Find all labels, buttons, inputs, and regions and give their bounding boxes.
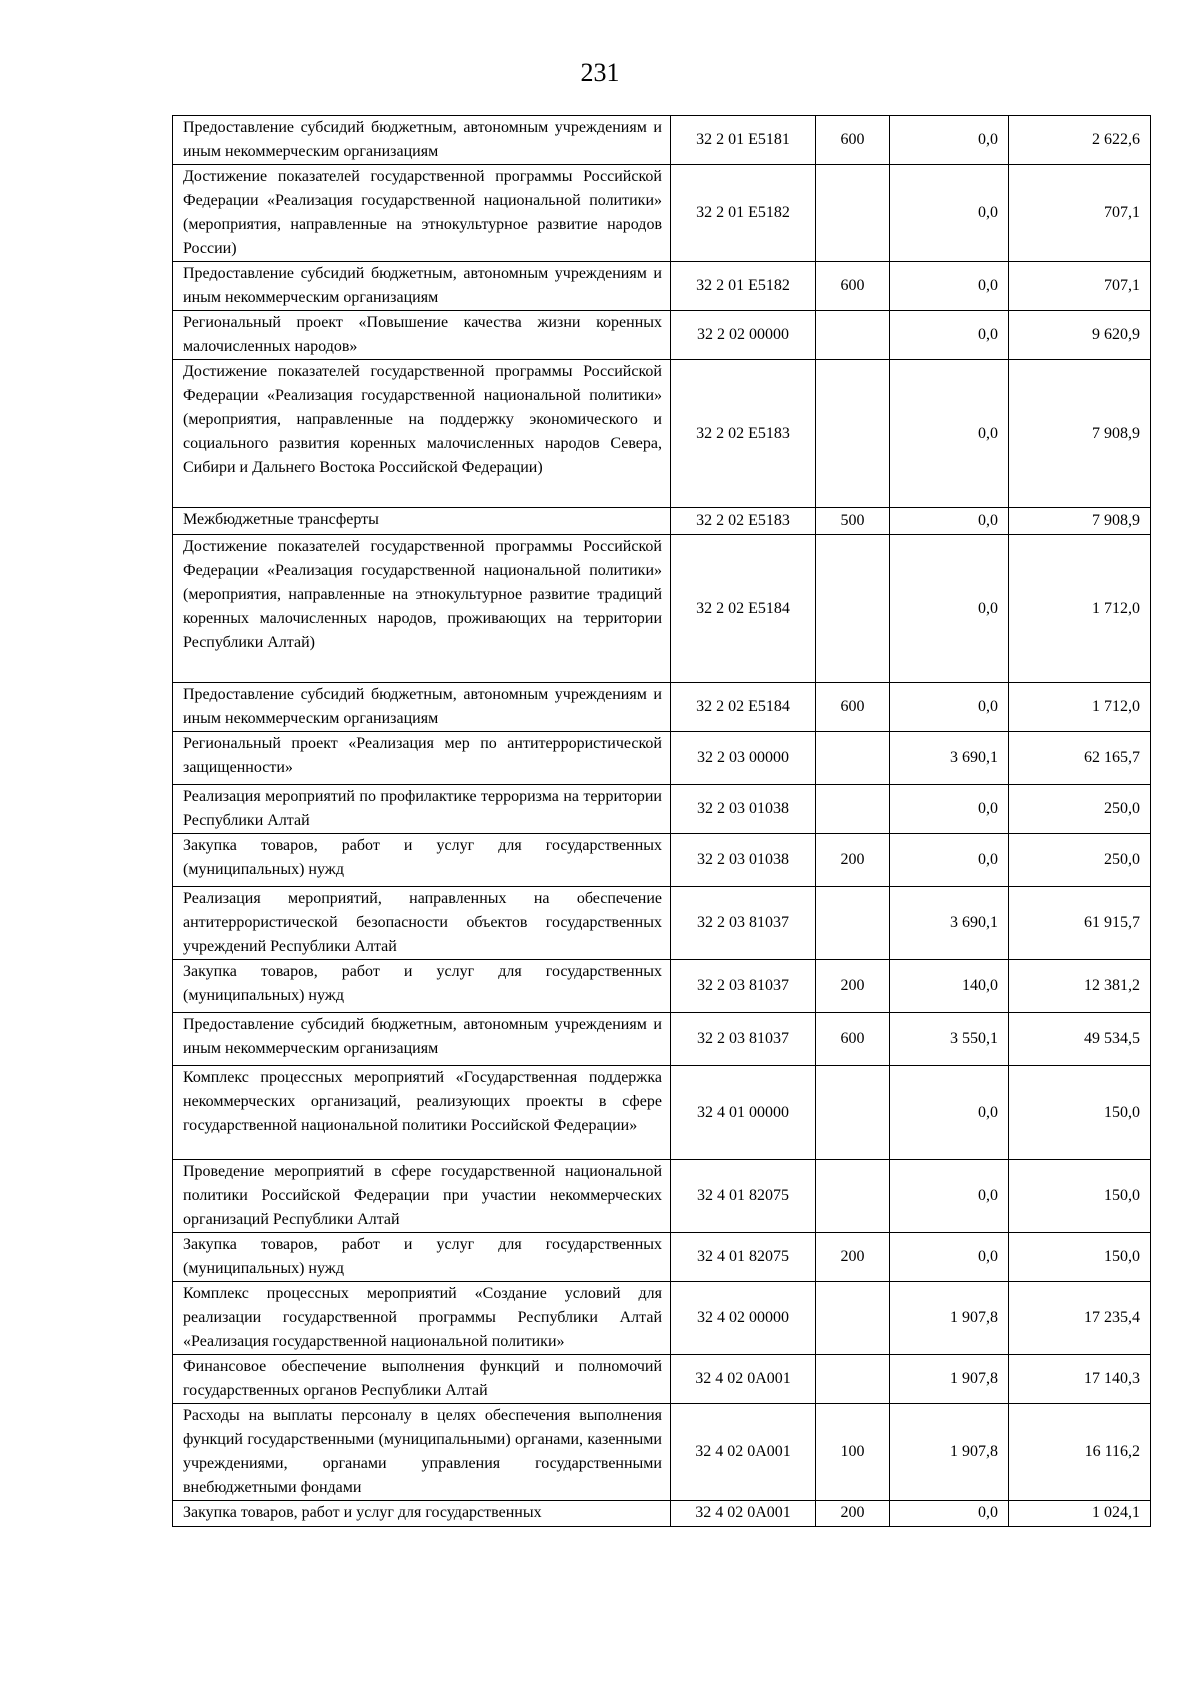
row-description: Расходы на выплаты персоналу в целях обеспечения выполнения функций государственными (муниципальными) органами, казенными учреждениями, органами управления государственными внебюджетными фондами	[173, 1404, 671, 1501]
row-expense-type	[816, 1355, 890, 1404]
row-value-2: 12 381,2	[1009, 960, 1151, 1013]
row-expense-type	[816, 785, 890, 834]
row-value-2: 250,0	[1009, 834, 1151, 887]
row-value-1: 0,0	[890, 165, 1009, 262]
table-row	[173, 1233, 1151, 1282]
row-description: Комплекс процессных мероприятий «Государственная поддержка некоммерческих организаций, реализующих проекты в сфере государственной национальной политики Российской Федерации»	[173, 1066, 671, 1160]
row-value-2: 62 165,7	[1009, 732, 1151, 785]
table-row	[173, 887, 1151, 960]
row-expense-type	[816, 887, 890, 960]
row-description: Реализация мероприятий, направленных на обеспечение антитеррористической безопасности объектов государственных учреждений Республики Алтай	[173, 887, 671, 960]
row-expense-type: 200	[816, 1501, 890, 1527]
table-row	[173, 535, 1151, 683]
row-value-2: 7 908,9	[1009, 360, 1151, 508]
row-expense-type: 600	[816, 262, 890, 311]
row-target-code: 32 4 02 0A001	[671, 1355, 816, 1404]
row-value-1: 3 690,1	[890, 887, 1009, 960]
row-value-1: 3 690,1	[890, 732, 1009, 785]
row-value-2: 17 235,4	[1009, 1282, 1151, 1355]
row-description: Проведение мероприятий в сфере государственной национальной политики Российской Федерации при участии некоммерческих организаций Республики Алтай	[173, 1160, 671, 1233]
page-number: 231	[580, 58, 620, 87]
row-expense-type: 200	[816, 960, 890, 1013]
row-value-1: 0,0	[890, 1501, 1009, 1527]
row-expense-type	[816, 360, 890, 508]
row-target-code: 32 2 02 00000	[671, 311, 816, 360]
row-value-1: 0,0	[890, 311, 1009, 360]
table-row	[173, 1501, 1151, 1527]
row-value-2: 1 712,0	[1009, 683, 1151, 732]
table-row	[173, 1160, 1151, 1233]
row-description: Закупка товаров, работ и услуг для государственных (муниципальных) нужд	[173, 834, 671, 887]
row-target-code: 32 2 02 E5183	[671, 508, 816, 535]
row-description: Финансовое обеспечение выполнения функций и полномочий государственных органов Республики Алтай	[173, 1355, 671, 1404]
row-value-1: 1 907,8	[890, 1355, 1009, 1404]
row-value-1: 0,0	[890, 834, 1009, 887]
row-target-code: 32 4 01 00000	[671, 1066, 816, 1160]
table-row	[173, 732, 1151, 785]
row-value-2: 150,0	[1009, 1066, 1151, 1160]
table-row	[173, 1355, 1151, 1404]
row-description: Региональный проект «Реализация мер по антитеррористической защищенности»	[173, 732, 671, 785]
row-value-2: 49 534,5	[1009, 1013, 1151, 1066]
row-description: Достижение показателей государственной программы Российской Федерации «Реализация государственной национальной политики» (мероприятия, направленные на поддержку экономического и социального развития коренных малочисленных народов Севера, Сибири и Дальнего Востока Российской Федерации)	[173, 360, 671, 508]
row-value-2: 707,1	[1009, 262, 1151, 311]
row-value-2: 9 620,9	[1009, 311, 1151, 360]
row-value-2: 250,0	[1009, 785, 1151, 834]
row-value-1: 3 550,1	[890, 1013, 1009, 1066]
row-expense-type	[816, 165, 890, 262]
row-target-code: 32 2 03 81037	[671, 960, 816, 1013]
row-description: Реализация мероприятий по профилактике терроризма на территории Республики Алтай	[173, 785, 671, 834]
row-target-code: 32 2 03 01038	[671, 785, 816, 834]
row-expense-type: 600	[816, 116, 890, 165]
row-description: Предоставление субсидий бюджетным, автономным учреждениям и иным некоммерческим организациям	[173, 1013, 671, 1066]
row-expense-type	[816, 1066, 890, 1160]
row-description: Предоставление субсидий бюджетным, автономным учреждениям и иным некоммерческим организациям	[173, 262, 671, 311]
budget-table	[172, 115, 1151, 1527]
row-description: Закупка товаров, работ и услуг для государственных (муниципальных) нужд	[173, 960, 671, 1013]
table-row	[173, 785, 1151, 834]
row-expense-type	[816, 1160, 890, 1233]
row-description: Комплекс процессных мероприятий «Создание условий для реализации государственной программы Республики Алтай «Реализация государственной национальной политики»	[173, 1282, 671, 1355]
table-row	[173, 360, 1151, 508]
row-value-1: 0,0	[890, 116, 1009, 165]
row-value-1: 0,0	[890, 360, 1009, 508]
table-row	[173, 311, 1151, 360]
row-value-2: 61 915,7	[1009, 887, 1151, 960]
row-target-code: 32 2 02 E5183	[671, 360, 816, 508]
row-target-code: 32 4 02 0A001	[671, 1501, 816, 1527]
row-value-1: 1 907,8	[890, 1404, 1009, 1501]
row-target-code: 32 2 01 E5182	[671, 262, 816, 311]
row-expense-type	[816, 311, 890, 360]
row-value-1: 1 907,8	[890, 1282, 1009, 1355]
row-value-2: 2 622,6	[1009, 116, 1151, 165]
budget-table-body	[173, 116, 1151, 1527]
row-target-code: 32 4 02 00000	[671, 1282, 816, 1355]
row-expense-type	[816, 535, 890, 683]
row-target-code: 32 2 03 00000	[671, 732, 816, 785]
row-target-code: 32 4 01 82075	[671, 1160, 816, 1233]
row-expense-type	[816, 732, 890, 785]
row-expense-type: 600	[816, 683, 890, 732]
row-value-2: 7 908,9	[1009, 508, 1151, 535]
row-value-2: 1 712,0	[1009, 535, 1151, 683]
row-expense-type: 600	[816, 1013, 890, 1066]
table-row	[173, 1013, 1151, 1066]
table-row	[173, 1404, 1151, 1501]
row-target-code: 32 2 02 E5184	[671, 535, 816, 683]
table-row	[173, 116, 1151, 165]
row-expense-type: 200	[816, 834, 890, 887]
row-target-code: 32 2 01 E5181	[671, 116, 816, 165]
row-target-code: 32 2 03 81037	[671, 1013, 816, 1066]
table-row	[173, 834, 1151, 887]
row-expense-type: 100	[816, 1404, 890, 1501]
row-value-2: 1 024,1	[1009, 1501, 1151, 1527]
row-value-1: 0,0	[890, 262, 1009, 311]
row-value-1: 0,0	[890, 785, 1009, 834]
table-row	[173, 960, 1151, 1013]
row-value-1: 140,0	[890, 960, 1009, 1013]
row-target-code: 32 2 02 E5184	[671, 683, 816, 732]
table-row	[173, 1066, 1151, 1160]
row-value-2: 150,0	[1009, 1233, 1151, 1282]
row-target-code: 32 4 01 82075	[671, 1233, 816, 1282]
row-description: Предоставление субсидий бюджетным, автономным учреждениям и иным некоммерческим организациям	[173, 683, 671, 732]
row-value-1: 0,0	[890, 1233, 1009, 1282]
row-description: Закупка товаров, работ и услуг для государственных (муниципальных) нужд	[173, 1233, 671, 1282]
row-value-2: 707,1	[1009, 165, 1151, 262]
row-value-1: 0,0	[890, 1160, 1009, 1233]
row-target-code: 32 2 03 81037	[671, 887, 816, 960]
row-description: Достижение показателей государственной программы Российской Федерации «Реализация государственной национальной политики» (мероприятия, направленные на этнокультурное развитие народов России)	[173, 165, 671, 262]
row-description: Достижение показателей государственной программы Российской Федерации «Реализация государственной национальной политики» (мероприятия, направленные на этнокультурное развитие традиций коренных малочисленных народов, проживающих на территории Республики Алтай)	[173, 535, 671, 683]
row-value-2: 150,0	[1009, 1160, 1151, 1233]
row-value-1: 0,0	[890, 508, 1009, 535]
row-expense-type	[816, 1282, 890, 1355]
row-value-2: 16 116,2	[1009, 1404, 1151, 1501]
table-row	[173, 262, 1151, 311]
row-target-code: 32 2 03 01038	[671, 834, 816, 887]
row-expense-type: 500	[816, 508, 890, 535]
row-value-1: 0,0	[890, 535, 1009, 683]
row-value-2: 17 140,3	[1009, 1355, 1151, 1404]
table-row	[173, 683, 1151, 732]
row-value-1: 0,0	[890, 683, 1009, 732]
row-expense-type: 200	[816, 1233, 890, 1282]
row-description: Региональный проект «Повышение качества жизни коренных малочисленных народов»	[173, 311, 671, 360]
table-row	[173, 508, 1151, 535]
table-row	[173, 165, 1151, 262]
row-target-code: 32 4 02 0A001	[671, 1404, 816, 1501]
row-description: Закупка товаров, работ и услуг для государственных	[173, 1501, 671, 1527]
row-value-1: 0,0	[890, 1066, 1009, 1160]
row-target-code: 32 2 01 E5182	[671, 165, 816, 262]
row-description: Межбюджетные трансферты	[173, 508, 671, 535]
row-description: Предоставление субсидий бюджетным, автономным учреждениям и иным некоммерческим организациям	[173, 116, 671, 165]
table-row	[173, 1282, 1151, 1355]
